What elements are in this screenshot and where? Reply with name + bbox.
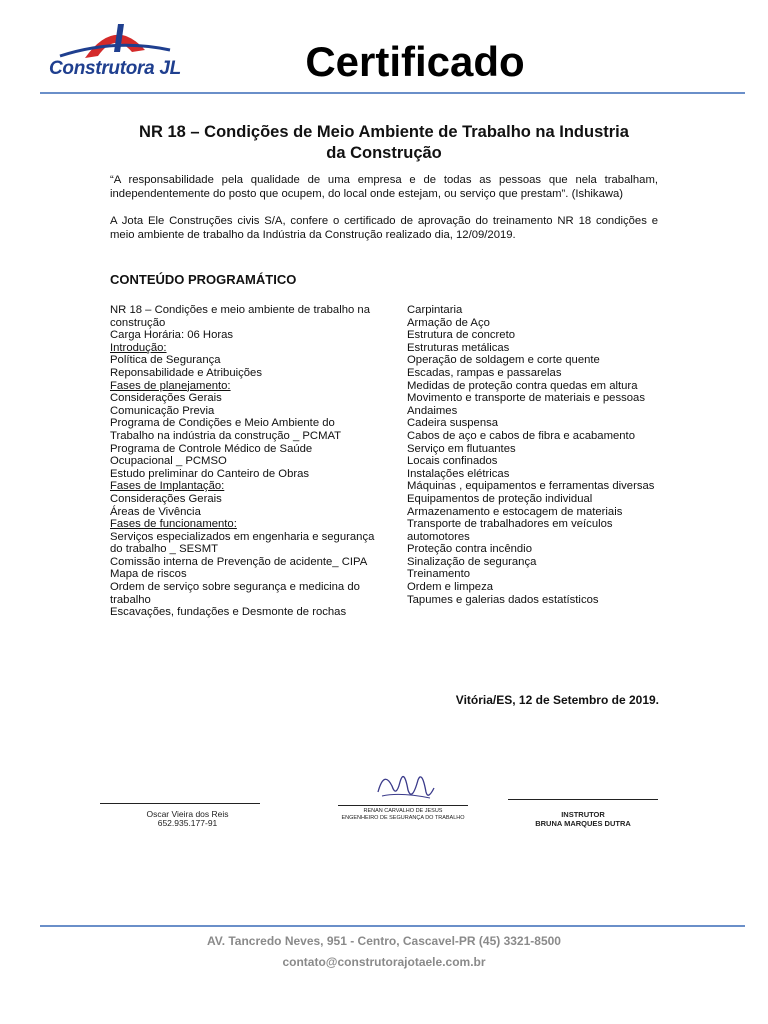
syllabus-left-item: Serviços especializados em engenharia e segurança do trabalho _ SESMT	[110, 530, 375, 556]
signature-line-center	[338, 805, 468, 806]
syllabus-left-item: Introdução:	[110, 341, 167, 354]
syllabus-left-item: Carga Horária: 06 Horas	[110, 329, 234, 342]
syllabus-left-item: Áreas de Vivência	[110, 505, 201, 518]
syllabus-right-item: Treinamento	[407, 568, 470, 581]
syllabus-right-item: Instalações elétricas	[407, 467, 510, 480]
syllabus-right-item: Escadas, rampas e passarelas	[407, 366, 562, 379]
syllabus-left-item: Política de Segurança	[110, 354, 221, 367]
ishikawa-quote: “A responsabilidade pela qualidade de uma empresa e de todas as pessoas que nela trabalham, independentemente do posto que ocupem, do local onde estejam, ou serviço que prestam”. (Ishikawa)	[110, 174, 658, 200]
syllabus-left-item: Fases de funcionamento:	[110, 518, 237, 531]
syllabus-right-item: Armação de Aço	[407, 316, 490, 329]
footer-email: contato@construtorajotaele.com.br	[282, 955, 486, 969]
page-title: Certificado	[305, 38, 525, 85]
syllabus-right-item: Armazenamento e estocagem de materiais	[407, 505, 623, 518]
signature-right-name: BRUNA MARQUES DUTRA	[535, 819, 631, 828]
subtitle-line-2: da Construção	[326, 144, 442, 162]
section-title: CONTEÚDO PROGRAMÁTICO	[110, 272, 297, 287]
logo-text: Construtora JL	[49, 58, 181, 79]
syllabus-left-item: Escavações, fundações e Desmonte de rochas	[110, 606, 347, 619]
syllabus-right-item: Cabos de aço e cabos de fibra e acabamento	[407, 429, 635, 442]
syllabus-left-item: Reponsabilidade e Atribuições	[110, 366, 262, 379]
signature-center	[328, 808, 478, 822]
company-logo	[40, 18, 190, 88]
signature-line-left	[100, 803, 260, 804]
subtitle-line-1: NR 18 – Condições de Meio Ambiente de Trabalho na Industria	[139, 123, 629, 141]
footer-address: AV. Tancredo Neves, 951 - Centro, Cascavel-PR (45) 3321-8500	[207, 934, 561, 948]
top-divider	[40, 92, 745, 94]
syllabus-right-item: Tapumes e galerias dados estatísticos	[407, 593, 599, 606]
syllabus-right-item: Andaimes	[407, 404, 458, 417]
syllabus-left-item: Comissão interna de Prevenção de acidente_ CIPA	[110, 555, 368, 568]
signature-line-right	[508, 799, 658, 800]
signature-right-role: INSTRUTOR	[561, 810, 605, 819]
signature-left-id: 652.935.177-91	[157, 818, 218, 828]
handwritten-signature-icon	[370, 762, 440, 806]
signature-right	[508, 810, 658, 828]
signature-center-role: ENGENHEIRO DE SEGURANÇA DO TRABALHO	[341, 815, 465, 821]
syllabus-left-item: Considerações Gerais	[110, 492, 222, 505]
place-and-date: Vitória/ES, 12 de Setembro de 2019.	[455, 693, 659, 707]
syllabus-right-item: Cadeira suspensa	[407, 417, 499, 430]
syllabus-right-item: Equipamentos de proteção individual	[407, 492, 593, 505]
syllabus-left-item: Ordem de serviço sobre segurança e medicina do trabalho	[110, 581, 360, 606]
syllabus-right-column	[407, 304, 677, 606]
syllabus-left-item: Fases de planejamento:	[110, 379, 231, 392]
syllabus-right-item: Serviço em flutuantes	[407, 442, 516, 455]
syllabus-left-item: Programa de Condições e Meio Ambiente do Trabalho na indústria da construção _ PCMAT	[110, 417, 342, 442]
syllabus-left-column	[110, 304, 375, 619]
syllabus-left-item: Fases de Implantação:	[110, 480, 225, 493]
syllabus-right-item: Sinalização de segurança	[407, 555, 537, 568]
syllabus-left-item: NR 18 – Condições e meio ambiente de trabalho na construção	[110, 304, 370, 329]
syllabus-left-item: Comunicação Previa	[110, 404, 215, 417]
syllabus-left-item: Estudo preliminar do Canteiro de Obras	[110, 467, 310, 480]
bottom-divider	[40, 925, 745, 927]
syllabus-right-item: Estrutura de concreto	[407, 329, 516, 342]
syllabus-right-item: Máquinas , equipamentos e ferramentas diversas	[407, 480, 655, 493]
syllabus-left-item: Programa de Controle Médico de Saúde Ocupacional _ PCMSO	[110, 442, 313, 468]
syllabus-right-item: Operação de soldagem e corte quente	[407, 354, 600, 367]
syllabus-right-item: Estruturas metálicas	[407, 341, 510, 354]
signature-center-name: RENAN CARVALHO DE JESUS	[363, 808, 443, 814]
logo-arc-icon	[40, 18, 190, 60]
syllabus-right-item: Medidas de proteção contra quedas em altura	[407, 379, 638, 392]
certificate-statement: A Jota Ele Construções civis S/A, confere o certificado de aprovação do treinamento NR 18 condições e meio ambiente de trabalho da Indústria da Construção realizado dia, 12/09/2019.	[110, 215, 658, 241]
syllabus-left-item: Mapa de riscos	[110, 568, 187, 581]
syllabus-right-item: Movimento e transporte de materiais e pessoas	[407, 392, 645, 405]
signature-left	[100, 810, 275, 828]
certificate-subtitle	[100, 122, 668, 164]
syllabus-right-item: Carpintaria	[407, 304, 463, 316]
syllabus-right-item: Ordem e limpeza	[407, 581, 494, 594]
signature-left-name: Oscar Vieira dos Reis	[146, 809, 229, 819]
syllabus-left-item: Considerações Gerais	[110, 392, 222, 405]
syllabus-right-item: Proteção contra incêndio	[407, 543, 532, 556]
syllabus-right-item: Locais confinados	[407, 455, 498, 468]
syllabus-right-item: Transporte de trabalhadores em veículos automotores	[407, 518, 613, 543]
